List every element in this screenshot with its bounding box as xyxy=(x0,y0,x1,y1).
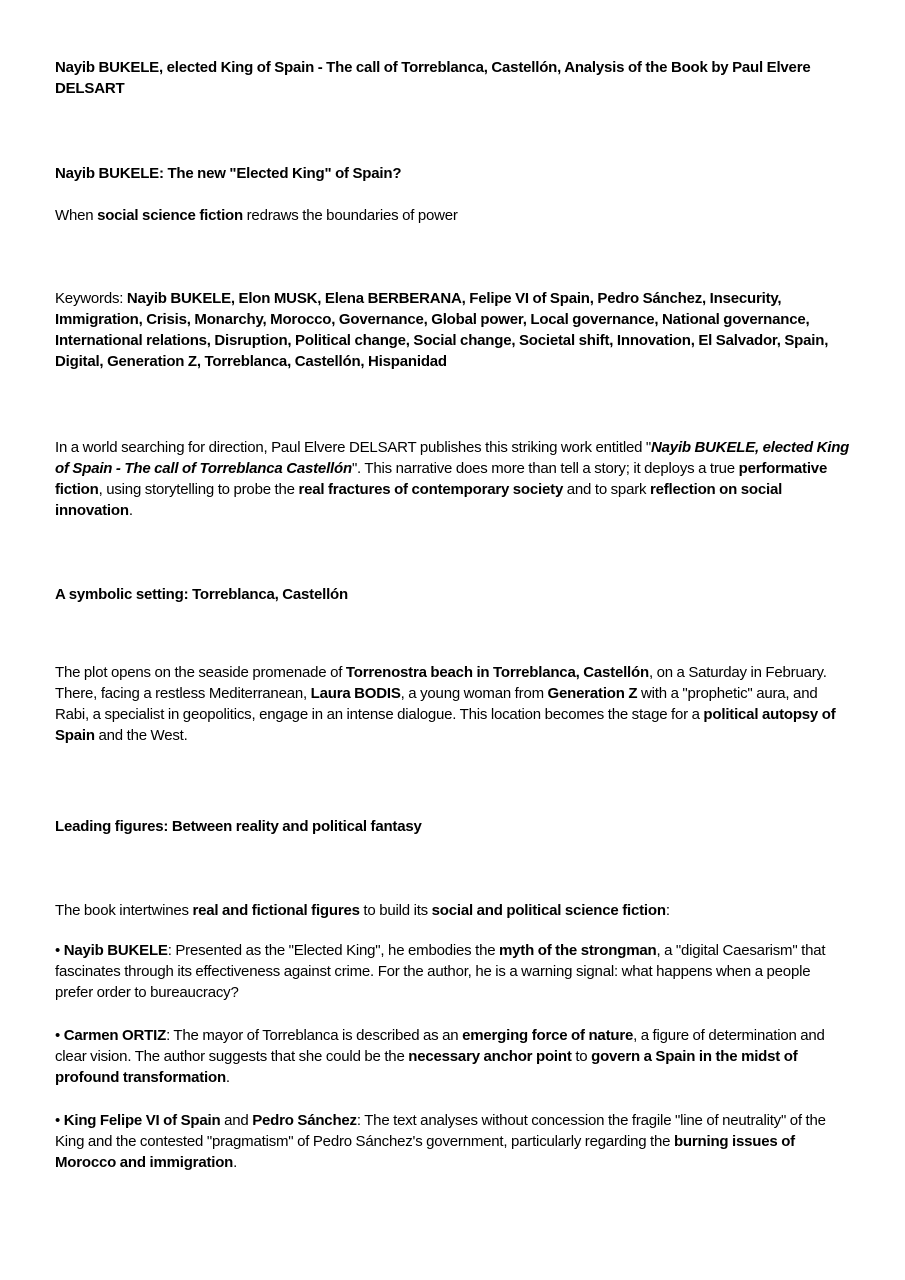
text-segment: The book intertwines xyxy=(55,902,193,919)
text-segment: • xyxy=(55,1027,64,1044)
text-segment: ". This narrative does more than tell a story; it deploys a true xyxy=(351,460,739,477)
text-segment: Nayib BUKELE, elected King of Spain - The call of Torreblanca, Castellón, Analysis of the Book by Paul Elvere DELSART xyxy=(55,59,811,97)
text-segment: Leading figures: Between reality and political fantasy xyxy=(55,818,422,835)
text-segment: , using storytelling to probe the xyxy=(98,481,299,498)
text-segment: and the West. xyxy=(94,727,188,744)
text-segment: The plot opens on the seaside promenade of xyxy=(55,664,346,681)
text-segment: to build its xyxy=(359,902,432,919)
text-segment: Nayib BUKELE: The new "Elected King" of Spain? xyxy=(55,165,402,182)
figures-intro-line xyxy=(55,900,850,921)
bullet-felipe-sanchez xyxy=(55,1110,850,1173)
text-segment: reflection on social innovation xyxy=(55,481,783,519)
text-segment: necessary anchor point xyxy=(408,1048,572,1065)
text-segment: • xyxy=(55,942,64,959)
text-segment: to xyxy=(571,1048,592,1065)
text-segment: emerging force of nature xyxy=(462,1027,634,1044)
subtitle-line xyxy=(55,205,850,226)
text-segment: and xyxy=(220,1112,253,1129)
text-segment: real fractures of contemporary society xyxy=(298,481,564,498)
text-segment: govern a Spain in the midst of profound transformation xyxy=(55,1048,798,1086)
text-segment: . xyxy=(233,1154,238,1171)
setting-paragraph xyxy=(55,662,850,746)
text-segment: burning issues of Morocco and immigration xyxy=(55,1133,795,1171)
text-segment: Torrenostra beach in Torreblanca, Castellón xyxy=(345,664,649,681)
text-segment: , a "digital Caesarism" that fascinates through its effectiveness against crime. For the author, he is a warning signal: what happens when a people prefer order to bureaucracy? xyxy=(55,942,826,1001)
heading-leading-figures xyxy=(55,816,850,837)
text-segment: . xyxy=(225,1069,230,1086)
text-segment: Nayib BUKELE, elected King of Spain - The call of Torreblanca Castellón xyxy=(55,439,850,477)
text-segment: Laura BODIS xyxy=(310,685,401,702)
text-segment: , a figure of determination and clear vision. The author suggests that she could be the xyxy=(55,1027,825,1065)
bullet-carmen-ortiz xyxy=(55,1025,850,1088)
text-segment: , on a Saturday in February. There, facing a restless Mediterranean, xyxy=(55,664,827,702)
text-segment: A symbolic setting: Torreblanca, Castellón xyxy=(55,586,348,603)
text-segment: . xyxy=(128,502,133,519)
heading-symbolic-setting xyxy=(55,584,850,605)
text-segment: Keywords: xyxy=(55,290,127,307)
document-title xyxy=(55,57,850,99)
text-segment: myth of the strongman xyxy=(499,942,657,959)
intro-paragraph xyxy=(55,437,850,521)
text-segment: : The text analyses without concession the fragile "line of neutrality" of the King and the contested "pragmatism" of Pedro Sánchez's government, particularly regarding the xyxy=(55,1112,826,1150)
text-segment: and to spark xyxy=(563,481,650,498)
bullet-nayib-bukele xyxy=(55,940,850,1003)
text-segment: with a "prophetic" aura, and Rabi, a specialist in geopolitics, engage in an intense dialogue. This location becomes the stage for a xyxy=(55,685,818,723)
text-segment: When xyxy=(55,207,98,224)
text-segment: Nayib BUKELE, Elon MUSK, Elena BERBERANA, Felipe VI of Spain, Pedro Sánchez, Insecurity, Immigration, Crisis, Monarchy, Morocco, Governance, Global power, Local governance, National governance, International relations, Disruption, Political change, Social change, Societal shift, Innovation, El Salvador, Spain, Digital, Generation Z, Torreblanca, Castellón, Hispanidad xyxy=(55,290,829,370)
keywords-paragraph xyxy=(55,288,850,372)
text-segment: : Presented as the "Elected King", he embodies the xyxy=(167,942,500,959)
text-segment: Generation Z xyxy=(547,685,638,702)
text-segment: social and political science fiction xyxy=(431,902,666,919)
text-segment: Nayib BUKELE xyxy=(63,942,168,959)
heading-elected-king xyxy=(55,163,850,184)
text-segment: King Felipe VI of Spain xyxy=(63,1112,221,1129)
text-segment: Pedro Sánchez xyxy=(252,1112,357,1129)
text-segment: : The mayor of Torreblanca is described as an xyxy=(166,1027,463,1044)
text-segment: • xyxy=(55,1112,64,1129)
text-segment: : xyxy=(665,902,670,919)
text-segment: In a world searching for direction, Paul Elvere DELSART publishes this striking work entitled " xyxy=(55,439,652,456)
text-segment: real and fictional figures xyxy=(192,902,360,919)
text-segment: performative fiction xyxy=(55,460,828,498)
text-segment: , a young woman from xyxy=(400,685,548,702)
text-segment: political autopsy of Spain xyxy=(55,706,836,744)
text-segment: redraws the boundaries of power xyxy=(242,207,458,224)
text-segment: Carmen ORTIZ xyxy=(63,1027,167,1044)
text-segment: social science fiction xyxy=(97,207,243,224)
